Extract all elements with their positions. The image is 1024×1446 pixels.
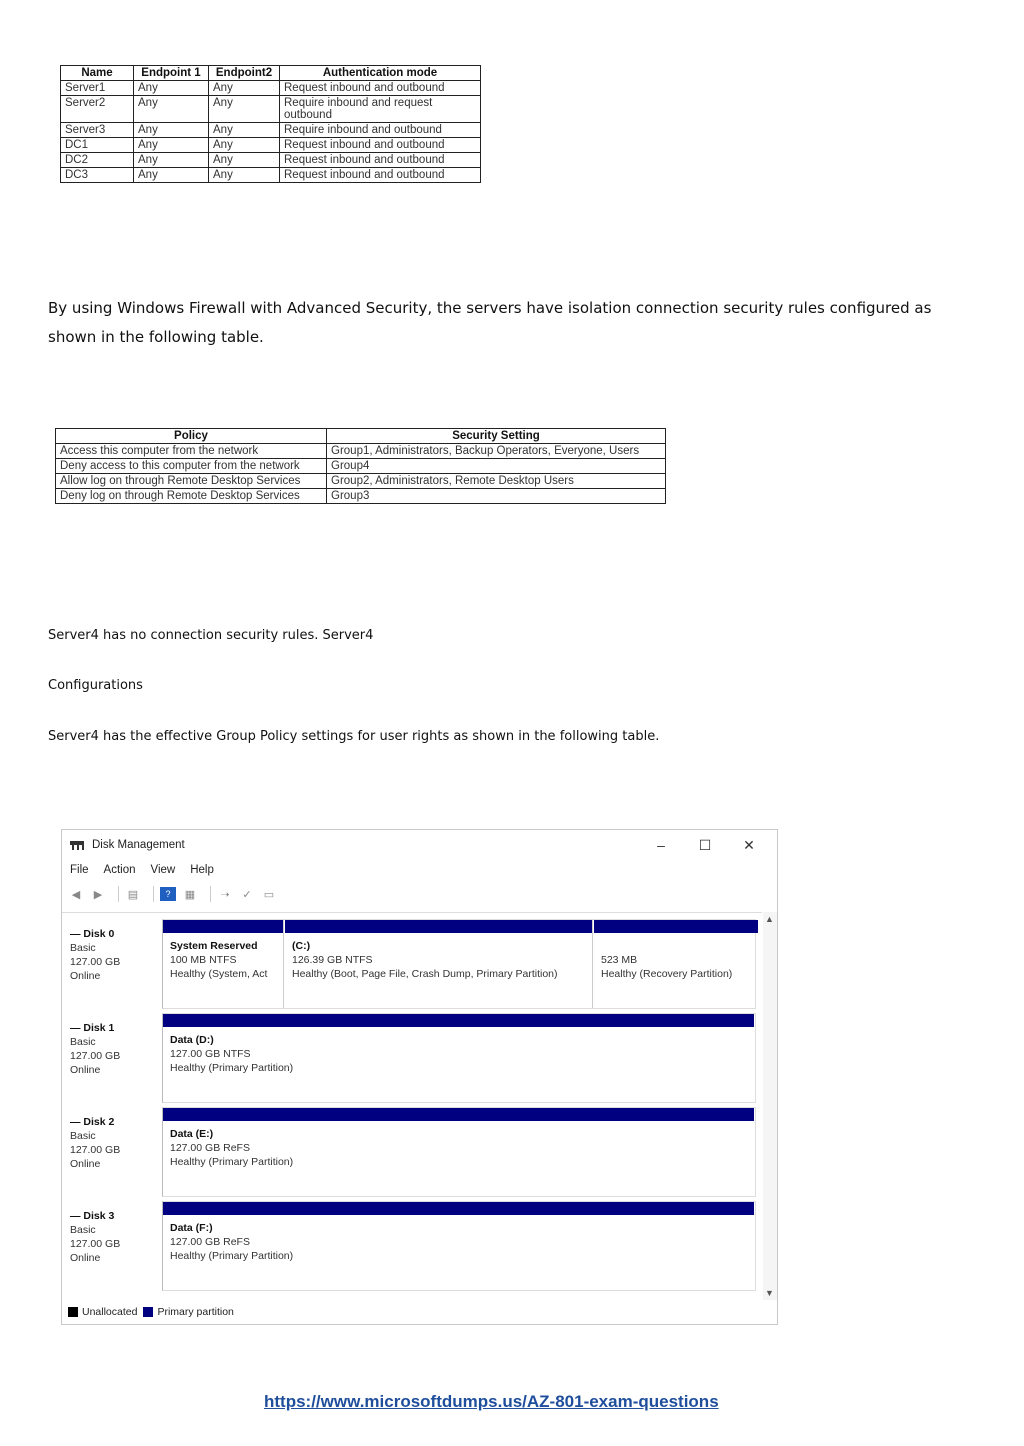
table-row: [61, 138, 481, 153]
table-cell: Group2, Administrators, Remote Desktop Users: [327, 474, 666, 489]
disk-size: 127.00 GB: [70, 1144, 121, 1156]
partition[interactable]: [163, 1202, 754, 1290]
disk-status: Online: [70, 1252, 101, 1264]
table-cell: DC3: [61, 168, 134, 183]
forward-arrow-icon[interactable]: ▶: [93, 888, 103, 901]
partition-bar: [163, 1202, 754, 1215]
disk-row[interactable]: [62, 919, 762, 1013]
disk-size: 127.00 GB: [70, 956, 121, 968]
col-endpoint2: Endpoint2: [209, 66, 280, 81]
footer-link[interactable]: https://www.microsoftdumps.us/AZ-801-exam-questions: [264, 1392, 719, 1411]
table-cell: Require inbound and request outbound: [280, 96, 481, 123]
table-cell: Server2: [61, 96, 134, 123]
back-arrow-icon[interactable]: ◀: [71, 888, 81, 901]
partition-fs: 126.39 GB NTFS: [292, 954, 373, 966]
toolbar: [62, 880, 777, 908]
disk-info: [70, 1209, 160, 1265]
toolbar-separator: [153, 886, 154, 902]
menu-view[interactable]: View: [150, 864, 176, 876]
table-cell: Group1, Administrators, Backup Operators, Everyone, Users: [327, 444, 666, 459]
table-cell: Any: [209, 96, 280, 123]
col-auth-mode: Authentication mode: [280, 66, 481, 81]
partition-bar: [163, 1108, 754, 1121]
table-row: [56, 474, 666, 489]
partition-name: System Reserved: [170, 940, 258, 952]
partition-bar: [163, 920, 283, 933]
window-title: Disk Management: [92, 839, 185, 851]
partition-area: [162, 919, 756, 1009]
server4-note: Server4 has no connection security rules. Server4: [48, 628, 374, 643]
disk-type: Basic: [70, 1036, 96, 1048]
primary-partition-swatch: [143, 1307, 153, 1317]
connect-icon[interactable]: ➝: [220, 888, 230, 901]
partition-health: Healthy (Recovery Partition): [601, 968, 733, 980]
disk-info: [70, 1021, 160, 1077]
partition-bar: [285, 920, 592, 933]
partition-area: [162, 1107, 756, 1197]
table-row: [61, 123, 481, 138]
col-security-setting: Security Setting: [327, 429, 666, 444]
partition[interactable]: [163, 1108, 754, 1196]
table-cell: Any: [209, 138, 280, 153]
table-cell: Allow log on through Remote Desktop Services: [56, 474, 327, 489]
partition-name: Data (F:): [170, 1222, 213, 1234]
unallocated-swatch: [68, 1307, 78, 1317]
minimize-button[interactable]: –: [657, 837, 665, 853]
table-row: [56, 459, 666, 474]
disk-row[interactable]: [62, 1107, 762, 1201]
check-icon[interactable]: ✓: [242, 888, 252, 901]
table-cell: Request inbound and outbound: [280, 168, 481, 183]
pane-icon[interactable]: ▭: [263, 888, 275, 901]
disk-name: — Disk 0: [70, 927, 160, 941]
table-row: [61, 168, 481, 183]
disk-info: [70, 1115, 160, 1171]
disk-info: [70, 927, 160, 983]
partition-name: Data (E:): [170, 1128, 214, 1140]
vertical-scrollbar[interactable]: [763, 912, 777, 1300]
close-button[interactable]: ✕: [743, 836, 755, 853]
partition-bar: [594, 920, 758, 933]
col-name: Name: [61, 66, 134, 81]
configurations-heading: Configurations: [48, 678, 143, 693]
table-cell: Group4: [327, 459, 666, 474]
table-row: [61, 81, 481, 96]
properties-icon[interactable]: ▤: [127, 888, 139, 901]
partition-health: Healthy (Primary Partition): [170, 1156, 294, 1168]
table-row: [56, 489, 666, 504]
table-cell: Server3: [61, 123, 134, 138]
intro-paragraph: By using Windows Firewall with Advanced Security, the servers have isolation connection security rules configured as shown in the following table.: [48, 299, 932, 346]
disk-status: Online: [70, 970, 101, 982]
legend: [68, 1306, 234, 1318]
table-cell: DC1: [61, 138, 134, 153]
partition-fs: 127.00 GB ReFS: [170, 1236, 250, 1248]
table-cell: Deny log on through Remote Desktop Services: [56, 489, 327, 504]
disk-row[interactable]: [62, 1201, 762, 1295]
partition[interactable]: [163, 920, 284, 1008]
partition-health: Healthy (Primary Partition): [170, 1250, 294, 1262]
menu-bar: [62, 860, 777, 880]
disk-type: Basic: [70, 1224, 96, 1236]
disk-status: Online: [70, 1064, 101, 1076]
table-cell: Any: [209, 168, 280, 183]
table-cell: Access this computer from the network: [56, 444, 327, 459]
table-cell: Any: [134, 123, 209, 138]
disk-name: — Disk 1: [70, 1021, 160, 1035]
partition-health: Healthy (Boot, Page File, Crash Dump, Primary Partition): [292, 968, 558, 980]
table-cell: Any: [209, 81, 280, 96]
table-cell: Request inbound and outbound: [280, 81, 481, 96]
disk-type: Basic: [70, 1130, 96, 1142]
partition-area: [162, 1013, 756, 1103]
partition-health: Healthy (System, Act: [170, 968, 268, 980]
col-endpoint1: Endpoint 1: [134, 66, 209, 81]
menu-file[interactable]: File: [70, 864, 89, 876]
table-cell: Request inbound and outbound: [280, 138, 481, 153]
legend-unallocated: Unallocated: [82, 1306, 138, 1318]
partition-area: [162, 1201, 756, 1291]
disk-size: 127.00 GB: [70, 1238, 121, 1250]
maximize-button[interactable]: ☐: [698, 836, 712, 853]
table-cell: Request inbound and outbound: [280, 153, 481, 168]
disk-name: — Disk 2: [70, 1115, 160, 1129]
partition[interactable]: [594, 920, 758, 1008]
partition-fs: 100 MB NTFS: [170, 954, 237, 966]
menu-help[interactable]: Help: [190, 864, 214, 876]
table-cell: Any: [134, 81, 209, 96]
table-cell: Group3: [327, 489, 666, 504]
toolbar-separator: [118, 886, 119, 902]
scroll-up-icon[interactable]: ▲: [765, 914, 774, 924]
partition-name: [601, 939, 758, 953]
partition[interactable]: [163, 1014, 754, 1102]
partition-fs: 523 MB: [601, 954, 638, 966]
partition-bar: [163, 1014, 754, 1027]
toolbar-separator: [210, 886, 211, 902]
partition-fs: 127.00 GB ReFS: [170, 1142, 250, 1154]
table-cell: DC2: [61, 153, 134, 168]
partition-fs: 127.00 GB NTFS: [170, 1048, 251, 1060]
table-cell: Any: [134, 96, 209, 123]
table-cell: Any: [209, 153, 280, 168]
user-rights-policy-table: [55, 428, 666, 504]
partition-health: Healthy (Primary Partition): [170, 1062, 294, 1074]
disk-list: [62, 912, 762, 1301]
table-row: [61, 96, 481, 123]
disk-management-window: [61, 829, 778, 1325]
disk-size: 127.00 GB: [70, 1050, 121, 1062]
col-policy: Policy: [56, 429, 327, 444]
table-row: [56, 444, 666, 459]
partition-name: Data (D:): [170, 1034, 214, 1046]
table-cell: Any: [134, 138, 209, 153]
legend-primary: Primary partition: [157, 1306, 234, 1318]
table-cell: Deny access to this computer from the network: [56, 459, 327, 474]
table-row: [61, 153, 481, 168]
disk-row[interactable]: [62, 1013, 762, 1107]
disk-name: — Disk 3: [70, 1209, 160, 1223]
table-cell: Any: [134, 168, 209, 183]
partition[interactable]: [285, 920, 593, 1008]
table-cell: Require inbound and outbound: [280, 123, 481, 138]
scroll-down-icon[interactable]: ▼: [765, 1288, 774, 1298]
authentication-mode-table: [60, 65, 481, 183]
user-rights-note: Server4 has the effective Group Policy settings for user rights as shown in the following table.: [48, 729, 660, 744]
help-icon[interactable]: ?: [160, 887, 176, 901]
table-cell: Any: [134, 153, 209, 168]
menu-action[interactable]: Action: [103, 864, 136, 876]
table-cell: Server1: [61, 81, 134, 96]
partition-name: (C:): [292, 940, 311, 952]
disk-status: Online: [70, 1158, 101, 1170]
view-pane-icon[interactable]: ▦: [184, 888, 196, 901]
disk-management-icon: [70, 840, 86, 850]
table-cell: Any: [209, 123, 280, 138]
disk-type: Basic: [70, 942, 96, 954]
